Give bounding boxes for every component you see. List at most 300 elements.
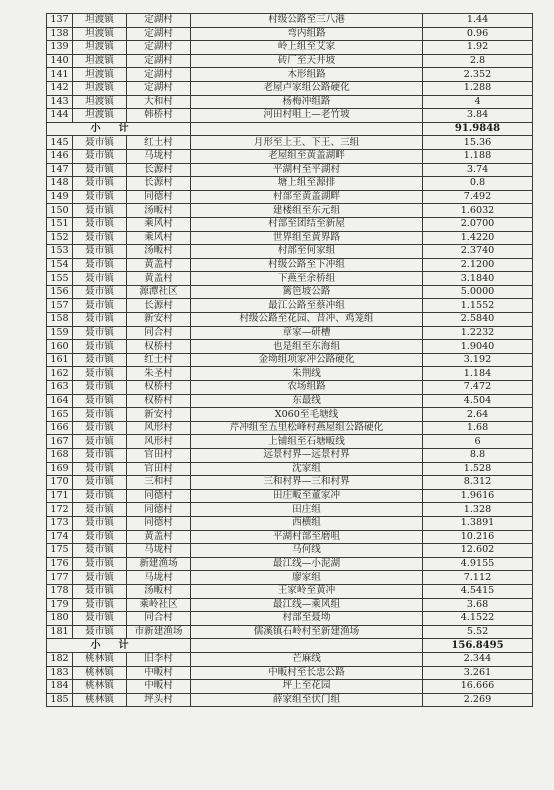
project-cell: 村级公路至下冲组 — [191, 258, 423, 272]
table-row — [47, 421, 533, 435]
length-cell: 2.5840 — [423, 313, 533, 327]
length-cell: 7.492 — [423, 190, 533, 204]
town-cell: 聂市镇 — [73, 625, 127, 639]
table-row — [47, 285, 533, 299]
village-cell: 长源村 — [127, 299, 191, 313]
project-cell: 岭上组至艾家 — [191, 41, 423, 55]
row-number: 142 — [47, 81, 73, 95]
project-cell: 王家岭至黄冲 — [191, 584, 423, 598]
row-number: 161 — [47, 353, 73, 367]
length-cell: 10.216 — [423, 530, 533, 544]
length-cell: 1.528 — [423, 462, 533, 476]
town-cell: 聂市镇 — [73, 435, 127, 449]
row-number: 151 — [47, 217, 73, 231]
length-cell: 16.666 — [423, 680, 533, 694]
subtotal-value: 156.8495 — [423, 639, 533, 653]
project-cell: 世界组至黄界路 — [191, 231, 423, 245]
table-row — [47, 340, 533, 354]
length-cell: 3.1840 — [423, 272, 533, 286]
table-row — [47, 680, 533, 694]
row-number: 159 — [47, 326, 73, 340]
town-cell: 聂市镇 — [73, 530, 127, 544]
table-row — [47, 449, 533, 463]
town-cell: 桃林镇 — [73, 652, 127, 666]
project-cell: 最江线—乘风组 — [191, 598, 423, 612]
town-cell: 坦渡镇 — [73, 54, 127, 68]
village-cell: 乘岭社区 — [127, 598, 191, 612]
project-cell: 三和村界—三和村界 — [191, 476, 423, 490]
subtotal-value: 91.9848 — [423, 122, 533, 136]
village-cell: 新安村 — [127, 408, 191, 422]
village-cell: 旧李村 — [127, 652, 191, 666]
table-row — [47, 530, 533, 544]
row-number: 145 — [47, 136, 73, 150]
village-cell: 三和村 — [127, 476, 191, 490]
row-number: 163 — [47, 381, 73, 395]
village-cell: 韩桥村 — [127, 109, 191, 123]
subtotal-row — [47, 122, 533, 136]
town-cell: 聂市镇 — [73, 571, 127, 585]
row-number: 156 — [47, 285, 73, 299]
length-cell: 15.36 — [423, 136, 533, 150]
row-number: 140 — [47, 54, 73, 68]
project-cell: 最江公路至蔡冲组 — [191, 299, 423, 313]
village-cell: 汤畈村 — [127, 245, 191, 259]
project-cell: 平湖村部至磨咀 — [191, 530, 423, 544]
row-number: 139 — [47, 41, 73, 55]
project-cell: 月形至上王、下王、三组 — [191, 136, 423, 150]
project-cell: 章家—研槽 — [191, 326, 423, 340]
town-cell: 坦渡镇 — [73, 95, 127, 109]
length-cell: 4.1522 — [423, 612, 533, 626]
length-cell: 1.1552 — [423, 299, 533, 313]
table-row — [47, 598, 533, 612]
village-cell: 权桥村 — [127, 381, 191, 395]
town-cell: 聂市镇 — [73, 598, 127, 612]
town-cell: 聂市镇 — [73, 449, 127, 463]
village-cell: 朱圣村 — [127, 367, 191, 381]
length-cell: 4.9155 — [423, 557, 533, 571]
table-row — [47, 217, 533, 231]
row-number: 184 — [47, 680, 73, 694]
town-cell: 聂市镇 — [73, 353, 127, 367]
town-cell: 聂市镇 — [73, 612, 127, 626]
table-row — [47, 571, 533, 585]
town-cell: 聂市镇 — [73, 503, 127, 517]
length-cell: 3.68 — [423, 598, 533, 612]
table-row — [47, 503, 533, 517]
length-cell: 1.3891 — [423, 516, 533, 530]
row-number: 175 — [47, 544, 73, 558]
row-number: 181 — [47, 625, 73, 639]
table-row — [47, 231, 533, 245]
town-cell: 聂市镇 — [73, 421, 127, 435]
village-cell: 定湖村 — [127, 68, 191, 82]
project-cell: X060至毛塘线 — [191, 408, 423, 422]
table-row — [47, 190, 533, 204]
length-cell: 1.92 — [423, 41, 533, 55]
town-cell: 聂市镇 — [73, 163, 127, 177]
table-row — [47, 557, 533, 571]
town-cell: 聂市镇 — [73, 177, 127, 191]
table-row — [47, 14, 533, 28]
village-cell: 同德村 — [127, 190, 191, 204]
village-cell: 源潭社区 — [127, 285, 191, 299]
table-row — [47, 41, 533, 55]
town-cell: 坦渡镇 — [73, 41, 127, 55]
row-number: 165 — [47, 408, 73, 422]
table-row — [47, 652, 533, 666]
length-cell: 7.472 — [423, 381, 533, 395]
length-cell: 4 — [423, 95, 533, 109]
subtotal-spacer — [191, 122, 423, 136]
length-cell: 1.288 — [423, 81, 533, 95]
row-number: 178 — [47, 584, 73, 598]
town-cell: 聂市镇 — [73, 217, 127, 231]
village-cell: 黄盖村 — [127, 272, 191, 286]
table-row — [47, 516, 533, 530]
town-cell: 聂市镇 — [73, 584, 127, 598]
length-cell: 3.74 — [423, 163, 533, 177]
length-cell: 3.192 — [423, 353, 533, 367]
row-number: 137 — [47, 14, 73, 28]
project-cell: 农场组路 — [191, 381, 423, 395]
town-cell: 聂市镇 — [73, 190, 127, 204]
subtotal-row — [47, 639, 533, 653]
length-cell: 7.112 — [423, 571, 533, 585]
town-cell: 聂市镇 — [73, 272, 127, 286]
row-number: 174 — [47, 530, 73, 544]
village-cell: 定湖村 — [127, 41, 191, 55]
village-cell: 大和村 — [127, 95, 191, 109]
length-cell: 4.504 — [423, 394, 533, 408]
row-number: 146 — [47, 149, 73, 163]
length-cell: 2.0700 — [423, 217, 533, 231]
table-row — [47, 489, 533, 503]
project-cell: 坪上至花园 — [191, 680, 423, 694]
row-number: 162 — [47, 367, 73, 381]
table-row — [47, 476, 533, 490]
length-cell: 1.184 — [423, 367, 533, 381]
town-cell: 聂市镇 — [73, 544, 127, 558]
row-number: 164 — [47, 394, 73, 408]
village-cell: 市新建渔场 — [127, 625, 191, 639]
village-cell: 官田村 — [127, 462, 191, 476]
project-cell: 村部至聂坳 — [191, 612, 423, 626]
project-cell: 马何线 — [191, 544, 423, 558]
town-cell: 聂市镇 — [73, 381, 127, 395]
town-cell: 聂市镇 — [73, 313, 127, 327]
table-row — [47, 584, 533, 598]
project-cell: 儒溪镇石岭村至新建渔场 — [191, 625, 423, 639]
village-cell: 中畈村 — [127, 666, 191, 680]
village-cell: 同德村 — [127, 503, 191, 517]
length-cell: 0.8 — [423, 177, 533, 191]
project-cell: 廖家组 — [191, 571, 423, 585]
length-cell: 3.84 — [423, 109, 533, 123]
row-number: 166 — [47, 421, 73, 435]
table-row — [47, 272, 533, 286]
town-cell: 桃林镇 — [73, 666, 127, 680]
village-cell: 红土村 — [127, 353, 191, 367]
row-number: 160 — [47, 340, 73, 354]
town-cell: 聂市镇 — [73, 136, 127, 150]
table-row — [47, 149, 533, 163]
town-cell: 聂市镇 — [73, 557, 127, 571]
town-cell: 聂市镇 — [73, 326, 127, 340]
row-number: 171 — [47, 489, 73, 503]
table-row — [47, 163, 533, 177]
project-cell: 朱荆线 — [191, 367, 423, 381]
project-cell: 芹冲组至五里松峰村燕屋组公路硬化 — [191, 421, 423, 435]
row-number: 155 — [47, 272, 73, 286]
project-cell: 田庄畈至董家冲 — [191, 489, 423, 503]
table-row — [47, 313, 533, 327]
table-row — [47, 625, 533, 639]
length-cell: 6 — [423, 435, 533, 449]
row-number: 150 — [47, 204, 73, 218]
length-cell: 2.1200 — [423, 258, 533, 272]
length-cell: 2.3740 — [423, 245, 533, 259]
length-cell: 12.602 — [423, 544, 533, 558]
project-cell: 远景村界—远景村界 — [191, 449, 423, 463]
table-row — [47, 68, 533, 82]
village-cell: 长源村 — [127, 177, 191, 191]
village-cell: 汤畈村 — [127, 584, 191, 598]
town-cell: 聂市镇 — [73, 489, 127, 503]
row-number: 182 — [47, 652, 73, 666]
length-cell: 1.2232 — [423, 326, 533, 340]
length-cell: 3.261 — [423, 666, 533, 680]
town-cell: 聂市镇 — [73, 367, 127, 381]
town-cell: 聂市镇 — [73, 394, 127, 408]
village-cell: 坪头村 — [127, 693, 191, 707]
row-number: 152 — [47, 231, 73, 245]
length-cell: 1.188 — [423, 149, 533, 163]
row-number: 157 — [47, 299, 73, 313]
town-cell: 坦渡镇 — [73, 14, 127, 28]
village-cell: 定湖村 — [127, 14, 191, 28]
table-row — [47, 353, 533, 367]
project-cell: 河田村咀上—老竹坡 — [191, 109, 423, 123]
length-cell: 1.4220 — [423, 231, 533, 245]
town-cell: 坦渡镇 — [73, 81, 127, 95]
town-cell: 聂市镇 — [73, 516, 127, 530]
village-cell: 同合村 — [127, 612, 191, 626]
row-number: 143 — [47, 95, 73, 109]
row-number: 148 — [47, 177, 73, 191]
row-number: 169 — [47, 462, 73, 476]
road-project-table — [46, 13, 533, 707]
subtotal-label: 小计 — [47, 639, 191, 653]
village-cell: 定湖村 — [127, 81, 191, 95]
project-cell: 村部至黄盖湖畔 — [191, 190, 423, 204]
length-cell: 1.9616 — [423, 489, 533, 503]
town-cell: 聂市镇 — [73, 204, 127, 218]
length-cell: 8.8 — [423, 449, 533, 463]
table-row — [47, 81, 533, 95]
town-cell: 聂市镇 — [73, 149, 127, 163]
length-cell: 1.9040 — [423, 340, 533, 354]
village-cell: 同德村 — [127, 489, 191, 503]
project-cell: 砖厂至天井坡 — [191, 54, 423, 68]
project-cell: 建楼组至东元组 — [191, 204, 423, 218]
project-cell: 中畈村至长忠公路 — [191, 666, 423, 680]
table-row — [47, 381, 533, 395]
village-cell: 乘风村 — [127, 217, 191, 231]
project-cell: 杨梅冲组路 — [191, 95, 423, 109]
project-cell: 村部至何家组 — [191, 245, 423, 259]
subtotal-spacer — [191, 639, 423, 653]
row-number: 177 — [47, 571, 73, 585]
project-cell: 弯内组路 — [191, 27, 423, 41]
row-number: 168 — [47, 449, 73, 463]
project-cell: 村部至团结至新屋 — [191, 217, 423, 231]
project-cell: 老屋卢家组公路硬化 — [191, 81, 423, 95]
project-cell: 沈家组 — [191, 462, 423, 476]
town-cell: 桃林镇 — [73, 680, 127, 694]
row-number: 183 — [47, 666, 73, 680]
table-row — [47, 245, 533, 259]
length-cell: 8.312 — [423, 476, 533, 490]
row-number: 141 — [47, 68, 73, 82]
village-cell: 长源村 — [127, 163, 191, 177]
table-row — [47, 54, 533, 68]
row-number: 185 — [47, 693, 73, 707]
length-cell: 5.0000 — [423, 285, 533, 299]
village-cell: 定湖村 — [127, 27, 191, 41]
table-row — [47, 27, 533, 41]
length-cell: 5.52 — [423, 625, 533, 639]
length-cell: 2.64 — [423, 408, 533, 422]
project-cell: 田庄组 — [191, 503, 423, 517]
table-row — [47, 666, 533, 680]
project-cell: 东最线 — [191, 394, 423, 408]
village-cell: 定湖村 — [127, 54, 191, 68]
length-cell: 2.8 — [423, 54, 533, 68]
table-row — [47, 95, 533, 109]
project-cell: 塘上组至源排 — [191, 177, 423, 191]
project-cell: 金坳组项家冲公路硬化 — [191, 353, 423, 367]
village-cell: 马垅村 — [127, 571, 191, 585]
row-number: 172 — [47, 503, 73, 517]
row-number: 167 — [47, 435, 73, 449]
row-number: 144 — [47, 109, 73, 123]
row-number: 147 — [47, 163, 73, 177]
table-row — [47, 204, 533, 218]
village-cell: 红土村 — [127, 136, 191, 150]
village-cell: 马垅村 — [127, 149, 191, 163]
length-cell: 2.352 — [423, 68, 533, 82]
town-cell: 聂市镇 — [73, 299, 127, 313]
table-row — [47, 326, 533, 340]
village-cell: 同合村 — [127, 326, 191, 340]
town-cell: 聂市镇 — [73, 462, 127, 476]
project-cell: 薛家组至伏门组 — [191, 693, 423, 707]
village-cell: 权桥村 — [127, 340, 191, 354]
project-cell: 上铺组至石塘畈线 — [191, 435, 423, 449]
project-cell: 老屋组至黄盖湖畔 — [191, 149, 423, 163]
village-cell: 汤畈村 — [127, 204, 191, 218]
project-cell: 下燕至余桥组 — [191, 272, 423, 286]
row-number: 138 — [47, 27, 73, 41]
project-cell: 西横组 — [191, 516, 423, 530]
table-row — [47, 612, 533, 626]
town-cell: 聂市镇 — [73, 258, 127, 272]
row-number: 176 — [47, 557, 73, 571]
project-cell: 平湖村至平湖村 — [191, 163, 423, 177]
village-cell: 官田村 — [127, 449, 191, 463]
row-number: 153 — [47, 245, 73, 259]
village-cell: 风形村 — [127, 421, 191, 435]
row-number: 149 — [47, 190, 73, 204]
length-cell: 1.6032 — [423, 204, 533, 218]
project-cell: 村级公路至三八港 — [191, 14, 423, 28]
table-row — [47, 136, 533, 150]
town-cell: 聂市镇 — [73, 231, 127, 245]
length-cell: 4.5415 — [423, 584, 533, 598]
table-row — [47, 394, 533, 408]
village-cell: 黄盖村 — [127, 258, 191, 272]
length-cell: 1.44 — [423, 14, 533, 28]
village-cell: 新建渔场 — [127, 557, 191, 571]
town-cell: 桃林镇 — [73, 693, 127, 707]
table-row — [47, 367, 533, 381]
row-number: 173 — [47, 516, 73, 530]
table-row — [47, 693, 533, 707]
project-cell: 村级公路至花园、昔冲、鸡笼组 — [191, 313, 423, 327]
table-row — [47, 435, 533, 449]
project-cell: 最江线—小泥湖 — [191, 557, 423, 571]
row-number: 180 — [47, 612, 73, 626]
length-cell: 0.96 — [423, 27, 533, 41]
table-row — [47, 109, 533, 123]
table-row — [47, 462, 533, 476]
row-number: 179 — [47, 598, 73, 612]
village-cell: 同德村 — [127, 516, 191, 530]
row-number: 170 — [47, 476, 73, 490]
village-cell: 乘风村 — [127, 231, 191, 245]
town-cell: 聂市镇 — [73, 408, 127, 422]
town-cell: 聂市镇 — [73, 340, 127, 354]
village-cell: 中畈村 — [127, 680, 191, 694]
length-cell: 2.269 — [423, 693, 533, 707]
project-cell: 也是组至东海组 — [191, 340, 423, 354]
project-cell: 芒麻线 — [191, 652, 423, 666]
town-cell: 坦渡镇 — [73, 68, 127, 82]
town-cell: 聂市镇 — [73, 245, 127, 259]
town-cell: 聂市镇 — [73, 285, 127, 299]
village-cell: 权桥村 — [127, 394, 191, 408]
length-cell: 1.68 — [423, 421, 533, 435]
row-number: 154 — [47, 258, 73, 272]
table-body — [47, 14, 533, 707]
village-cell: 新安村 — [127, 313, 191, 327]
table-row — [47, 408, 533, 422]
subtotal-label: 小计 — [47, 122, 191, 136]
town-cell: 坦渡镇 — [73, 27, 127, 41]
project-cell: 木形组路 — [191, 68, 423, 82]
table-row — [47, 299, 533, 313]
village-cell: 风形村 — [127, 435, 191, 449]
table-row — [47, 258, 533, 272]
project-cell: 篱笆坡公路 — [191, 285, 423, 299]
table-row — [47, 544, 533, 558]
table-row — [47, 177, 533, 191]
town-cell: 聂市镇 — [73, 476, 127, 490]
length-cell: 1.328 — [423, 503, 533, 517]
town-cell: 坦渡镇 — [73, 109, 127, 123]
